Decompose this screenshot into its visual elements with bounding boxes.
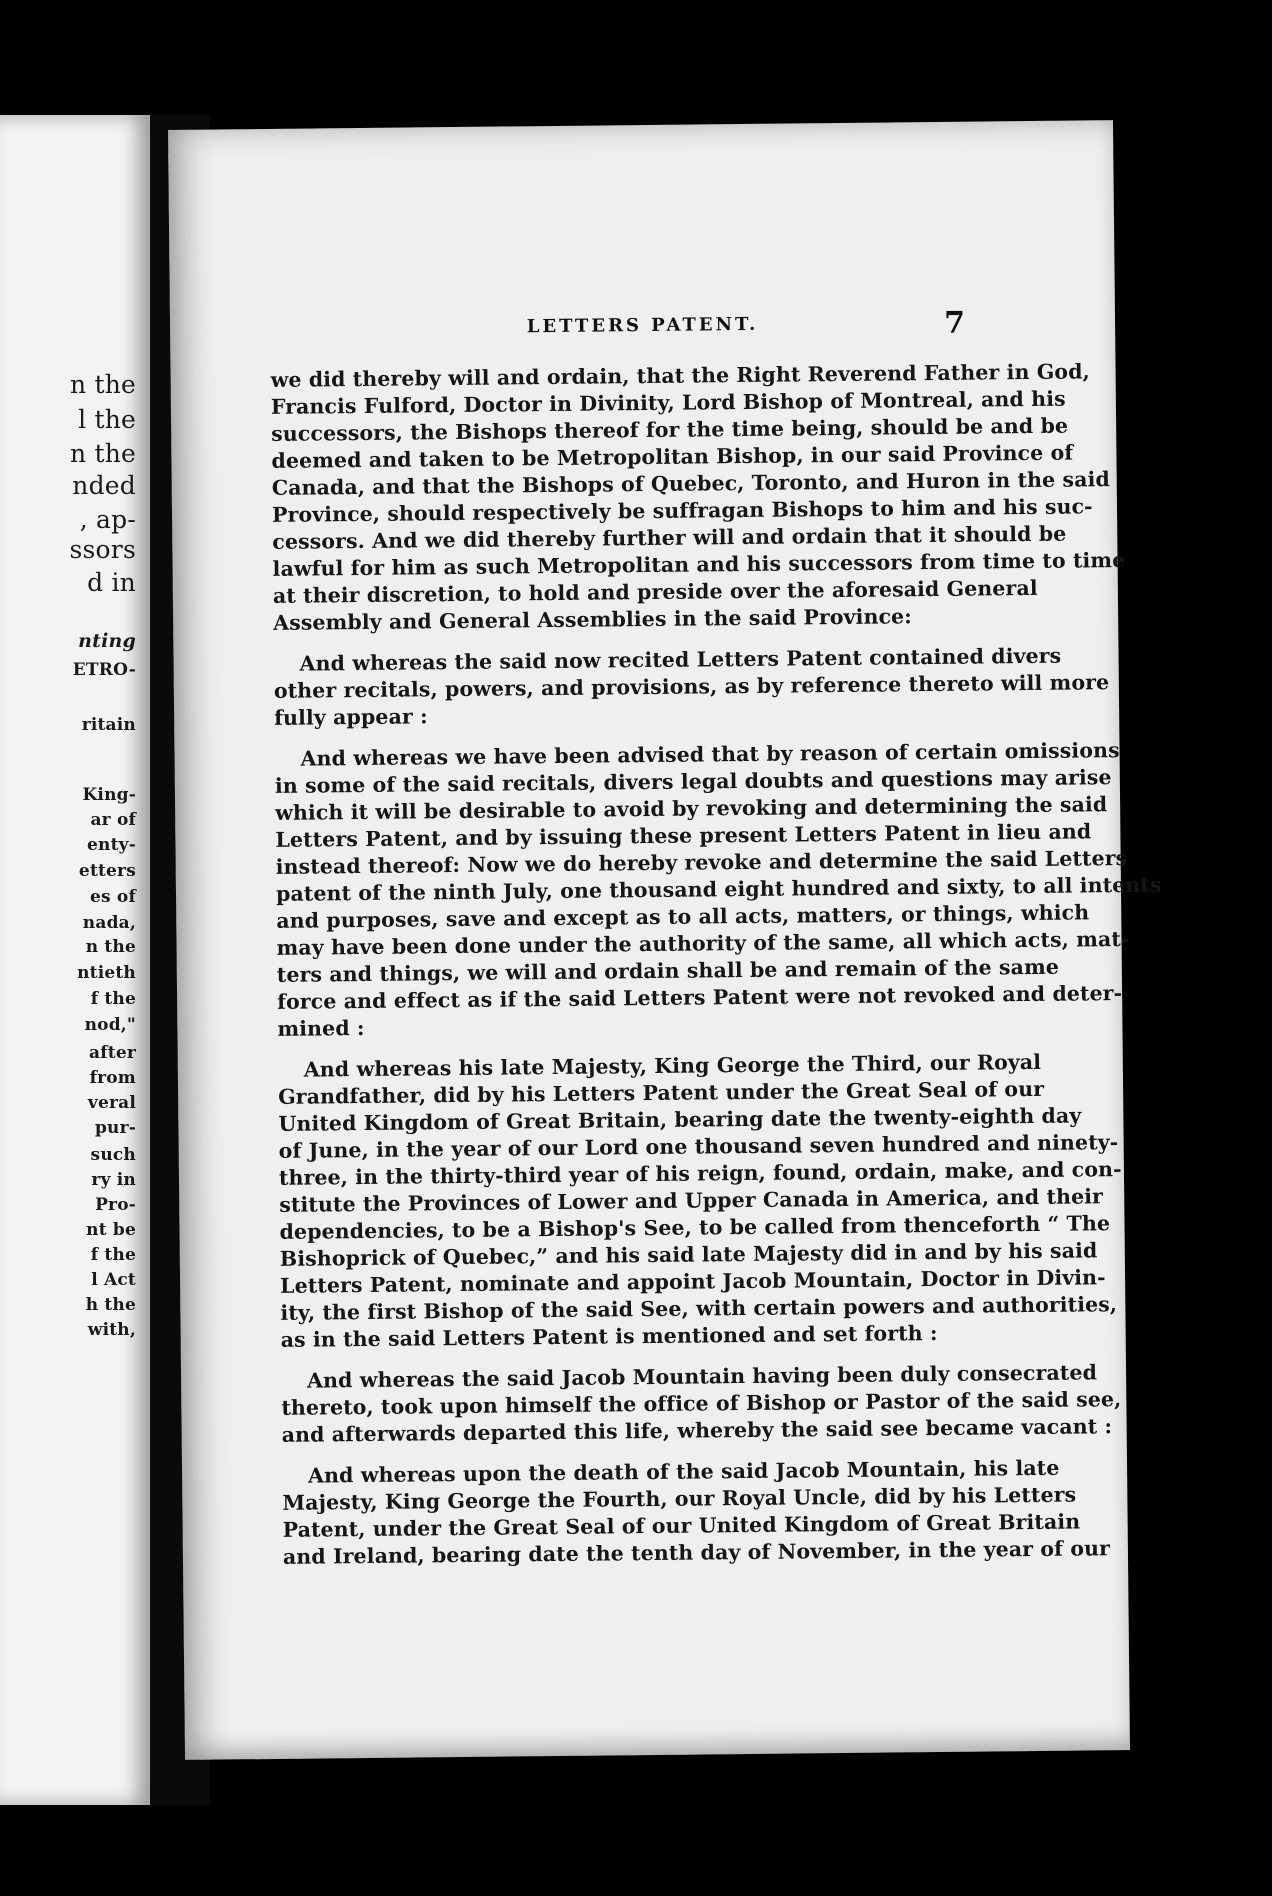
left-page-line: l Act [91, 1270, 136, 1290]
left-page-line: nod," [84, 1015, 136, 1035]
text-line: other recitals, powers, and provisions, as by reference thereto will more [273, 670, 1110, 703]
text-line: we did thereby will and ordain, that the Right Reverend Father in God, [270, 359, 1090, 392]
text-line: dependencies, to be a Bishop's See, to be called from thenceforth “ The [279, 1211, 1111, 1244]
left-page-line: ry in [91, 1170, 136, 1190]
left-page-line: n the [85, 937, 136, 957]
paragraph [282, 1455, 1111, 1571]
text-line: mined : [277, 1015, 365, 1041]
paragraph [273, 643, 1110, 732]
text-line: And whereas his late Majesty, King George the Third, our Royal [303, 1049, 1042, 1082]
left-page-line: n the [70, 370, 136, 399]
right-page [168, 120, 1162, 1760]
paragraph [278, 1049, 1122, 1354]
text-line: And whereas we have been advised that by reason of certain omissions [300, 738, 1120, 771]
text-line: instead thereof: Now we do hereby revoke and determine the said Letters [275, 845, 1128, 879]
left-page-line: ETRO- [72, 660, 136, 680]
left-page-line: enty- [87, 835, 136, 855]
text-line: Letters Patent, nominate and appoint Jacob Mountain, Doctor in Divin- [279, 1265, 1106, 1298]
left-page-line: nada, [82, 913, 136, 933]
left-page-line: such [90, 1145, 136, 1165]
text-line: Majesty, King George the Fourth, our Royal Uncle, did by his Letters [282, 1482, 1077, 1515]
text-line: Assembly and General Assemblies in the said Province: [273, 604, 913, 635]
left-page-line: f the [90, 989, 136, 1009]
left-page-line: n the [70, 439, 136, 468]
body-text [270, 359, 1162, 1584]
left-page-line: nded [72, 471, 136, 500]
text-line: And whereas upon the death of the said Jacob Mountain, his late [307, 1455, 1060, 1488]
text-line: in some of the said recitals, divers legal doubts and questions may arise [274, 765, 1112, 798]
left-page-line: nting [78, 630, 136, 652]
left-page-line: f the [90, 1245, 136, 1265]
text-line: ity, the first Bishop of the said See, with certain powers and authorities, [280, 1292, 1118, 1325]
left-page-line: with, [87, 1320, 136, 1340]
text-line: of June, in the year of our Lord one thousand seven hundred and ninety- [278, 1130, 1119, 1163]
left-page-line: from [89, 1068, 136, 1088]
text-line: ters and things, we will and ordain shall be and remain of the same [276, 954, 1060, 987]
text-line: may have been done under the authority of the same, all which acts, mat- [276, 926, 1130, 960]
text-line: which it will be desirable to avoid by revoking and determining the said [275, 792, 1108, 825]
text-line: Bishoprick of Quebec,” and his said late Majesty did in and by his said [279, 1238, 1098, 1271]
text-line: And whereas the said Jacob Mountain having been duly consecrated [306, 1360, 1098, 1393]
left-page-line: ar of [90, 810, 136, 830]
page-number: 7 [944, 305, 966, 341]
text-line: patent of the ninth July, one thousand eight hundred and sixty, to all intents [275, 872, 1162, 906]
left-page-line: ntieth [77, 963, 136, 983]
text-line: Francis Fulford, Doctor in Divinity, Lord Bishop of Montreal, and his [270, 386, 1066, 419]
text-line: as in the said Letters Patent is mentioned and set forth : [280, 1321, 938, 1352]
text-line: and Ireland, bearing date the tenth day of November, in the year of our [282, 1536, 1111, 1569]
paragraph [274, 738, 1162, 1043]
paragraph [270, 359, 1126, 637]
text-line: at their discretion, to hold and preside over the aforesaid General [272, 575, 1038, 608]
left-page-line: pur- [94, 1118, 136, 1138]
text-line: fully appear : [274, 704, 428, 730]
left-page-line: Pro- [95, 1195, 136, 1215]
left-page-line: after [89, 1043, 136, 1063]
text-line: Canada, and that the Bishops of Quebec, Toronto, and Huron in the said [271, 467, 1110, 500]
left-page-line: nt be [86, 1220, 136, 1240]
text-line: cessors. And we did thereby further will and ordain that it should be [272, 521, 1067, 554]
text-line: successors, the Bishops thereof for the time being, should be and be [271, 413, 1069, 446]
text-line: force and effect as if the said Letters Patent were not revoked and deter- [277, 981, 1123, 1014]
text-line: Patent, under the Great Seal of our United Kingdom of Great Britain [282, 1509, 1081, 1542]
paragraph [281, 1360, 1122, 1449]
left-facing-page [0, 115, 150, 1805]
left-page-line: King- [82, 785, 136, 805]
left-page-line: h the [85, 1295, 136, 1315]
left-page-line: d in [87, 568, 136, 597]
left-page-line: ritain [81, 715, 136, 735]
text-line: United Kingdom of Great Britain, bearing date the twenty-eighth day [278, 1103, 1082, 1136]
text-line: thereto, took upon himself the office of Bishop or Pastor of the said see, [281, 1387, 1122, 1420]
left-page-line: , ap- [79, 505, 136, 534]
text-line: Letters Patent, and by issuing these present Letters Patent in lieu and [275, 819, 1092, 852]
text-line: stitute the Provinces of Lower and Upper Canada in America, and their [279, 1184, 1104, 1217]
text-line: lawful for him as such Metropolitan and his successors from time to time [272, 547, 1126, 581]
left-page-line: ssors [69, 535, 136, 564]
left-page-line: etters [78, 861, 136, 881]
text-line: deemed and taken to be Metropolitan Bishop, in our said Province of [271, 440, 1074, 473]
text-line: three, in the thirty-third year of his reign, found, ordain, make, and con- [278, 1157, 1122, 1190]
text-line: Grandfather, did by his Letters Patent under the Great Seal of our [278, 1076, 1045, 1109]
text-line: and purposes, save and except as to all acts, matters, or things, which [276, 900, 1090, 933]
left-page-line: l the [78, 405, 136, 434]
left-page-line: es of [90, 887, 136, 907]
text-line: And whereas the said now recited Letters Patent contained divers [299, 643, 1062, 676]
left-page-line: veral [87, 1093, 136, 1113]
running-head: LETTERS PATENT. [526, 313, 759, 338]
text-line: and afterwards departed this life, whereby the said see became vacant : [281, 1414, 1113, 1447]
text-line: Province, should respectively be suffragan Bishops to him and his suc- [271, 494, 1093, 527]
